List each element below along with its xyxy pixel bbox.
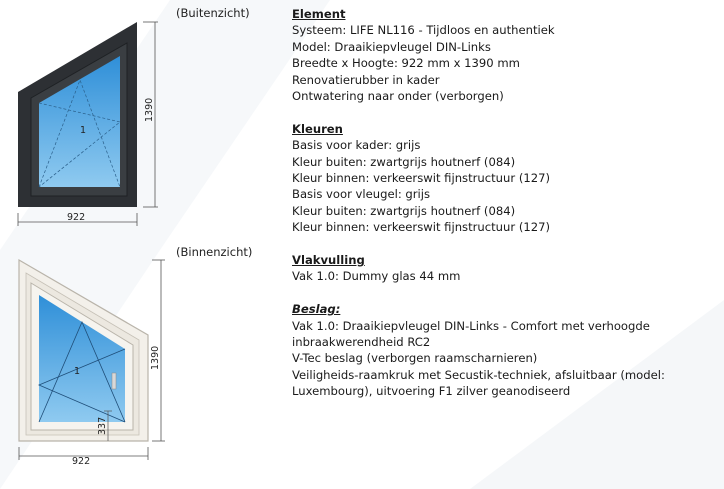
spec-line: inbraakwerendheid RC2: [292, 335, 431, 350]
spec-line: Basis voor kader: grijs: [292, 138, 421, 153]
inside-height-label: 1390: [150, 345, 161, 370]
spec-line: Vak 1.0: Dummy glas 44 mm: [292, 269, 461, 284]
inside-sash-number: 1: [74, 366, 81, 377]
kleuren-heading: Kleuren: [292, 121, 343, 136]
element-heading: Element: [292, 7, 346, 21]
spec-line: Kleur buiten: zwartgrijs houtnerf (084): [292, 203, 516, 218]
spec-line: Luxembourg), uitvoering F1 zilver geanodiseerd: [292, 384, 571, 399]
spec-panel: [292, 6, 712, 400]
spec-line: Kleur binnen: verkeerswit fijnstructuur (127): [292, 171, 550, 186]
handle-height-label: 337: [97, 416, 108, 435]
beslag-heading: Beslag:: [292, 302, 341, 317]
spec-line: Vak 1.0: Draaikiepvleugel DIN-Links - Comfort met verhoogde: [292, 318, 650, 333]
spec-line: Breedte x Hoogte: 922 mm x 1390 mm: [292, 56, 520, 71]
spec-line: Renovatierubber in kader: [292, 72, 440, 87]
spec-line: Ontwatering naar onder (verborgen): [292, 89, 504, 104]
outside-height-label: 1390: [144, 97, 155, 122]
inside-width-label: 922: [72, 456, 91, 467]
spec-line: Model: Draaikiepvleugel DIN-Links: [292, 39, 491, 54]
inside-view-label: (Binnenzicht): [176, 245, 253, 259]
outside-view-label: (Buitenzicht): [176, 6, 250, 20]
spec-line: Kleur buiten: zwartgrijs houtnerf (084): [292, 154, 516, 169]
spec-line: Basis voor vleugel: grijs: [292, 187, 431, 202]
spec-line: V-Tec beslag (verborgen raamscharnieren): [292, 351, 538, 366]
spec-line: Veiligheids-raamkruk met Secustik-techniek, afsluitbaar (model:: [292, 367, 665, 382]
inside-window-drawing: [0, 245, 175, 489]
outside-window-drawing: [0, 0, 175, 235]
spec-line: Systeem: LIFE NL116 - Tijdloos en authentiek: [292, 23, 555, 38]
vlakvulling-heading: Vlakvulling: [292, 253, 365, 268]
outside-sash-number: 1: [80, 125, 87, 136]
outside-width-label: 922: [67, 212, 86, 223]
spec-line: Kleur binnen: verkeerswit fijnstructuur (127): [292, 220, 550, 235]
window-handle: [112, 373, 116, 389]
